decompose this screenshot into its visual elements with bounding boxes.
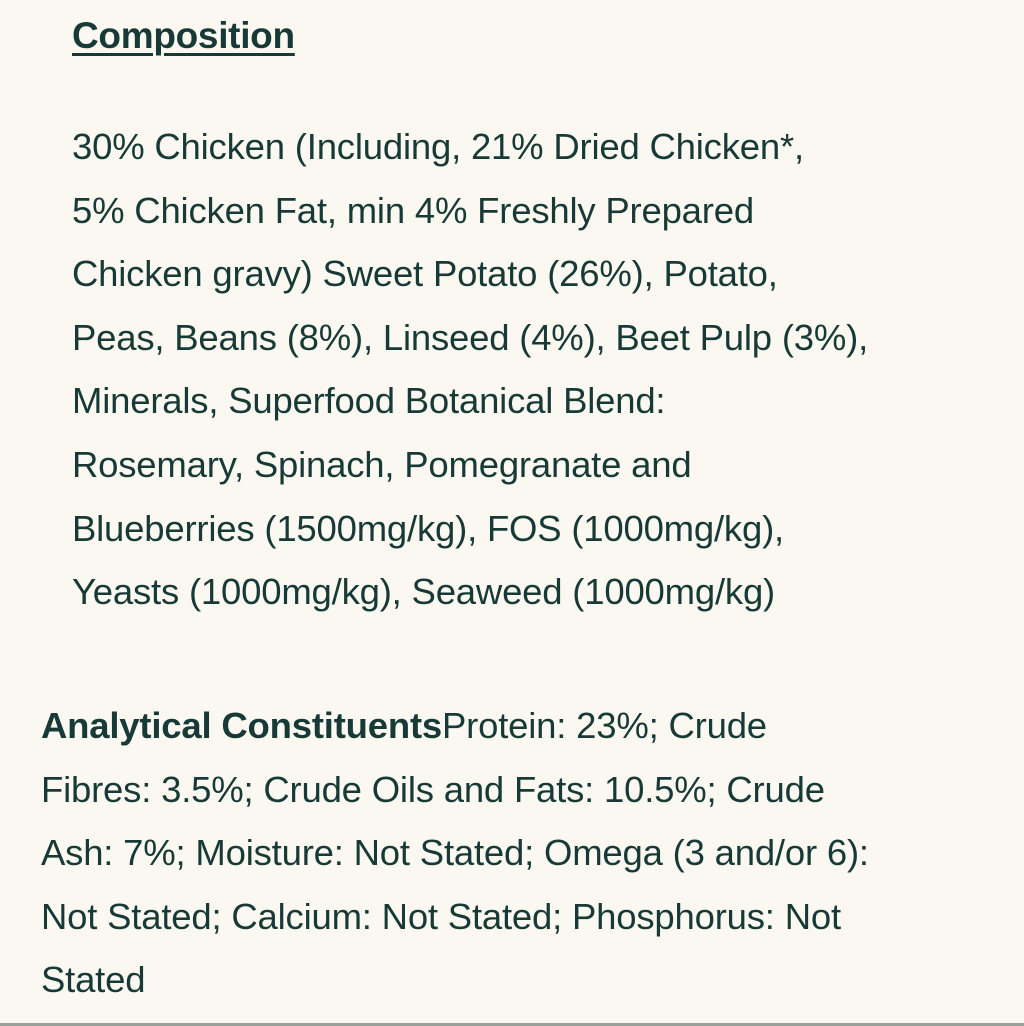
composition-text (72, 115, 972, 624)
analytical-first-line (41, 694, 1001, 758)
analytical-line: Stated (41, 959, 146, 1001)
analytical-line: Protein: 23%; Crude (442, 705, 767, 746)
composition-line: Rosemary, Spinach, Pomegranate and (72, 443, 692, 485)
composition-line: Yeasts (1000mg/kg), Seaweed (1000mg/kg) (72, 571, 776, 613)
composition-line: Chicken gravy) Sweet Potato (26%), Potato, (72, 253, 778, 295)
analytical-constituents-heading: Analytical Constituents (41, 705, 443, 746)
analytical-line: Ash: 7%; Moisture: Not Stated; Omega (3 and/or 6): (41, 832, 869, 874)
composition-heading: Composition (72, 15, 295, 56)
analytical-constituents-text (41, 694, 1001, 1012)
analytical-line: Fibres: 3.5%; Crude Oils and Fats: 10.5%; Crude (41, 768, 825, 810)
composition-line: Peas, Beans (8%), Linseed (4%), Beet Pulp (3%), (72, 316, 869, 358)
composition-line: 5% Chicken Fat, min 4% Freshly Prepared (72, 189, 754, 231)
composition-line: Blueberries (1500mg/kg), FOS (1000mg/kg), (72, 507, 784, 549)
composition-line: Minerals, Superfood Botanical Blend: (72, 380, 666, 422)
analytical-line: Not Stated; Calcium: Not Stated; Phosphorus: Not (41, 895, 841, 937)
composition-line: 30% Chicken (Including, 21% Dried Chicken*, (72, 126, 804, 167)
